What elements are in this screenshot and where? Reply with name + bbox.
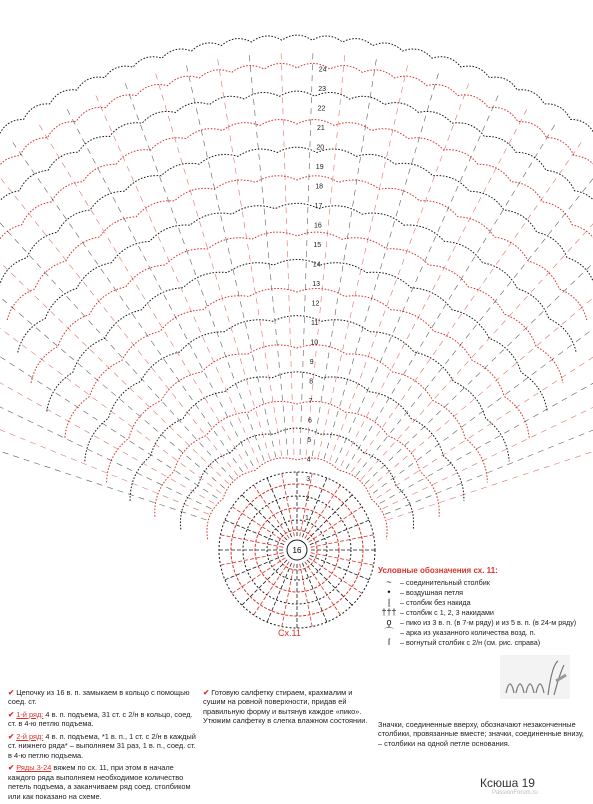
chart-rings [0, 35, 593, 628]
stitch-column [309, 558, 364, 595]
stitch-column [346, 122, 556, 468]
arch-row [0, 120, 593, 251]
row-number: 10 [310, 339, 319, 347]
legend-note-text: Значки, соединенные вверху, обозначают незаконченные столбики, провязанные вместе; значки, соединенные внизу, – столбики на одной петле основания. [378, 720, 584, 748]
legend-item [378, 608, 590, 617]
stitch-column [324, 71, 439, 459]
stitch-column [0, 277, 217, 498]
stitch-column [281, 50, 294, 455]
legend [378, 566, 590, 648]
check-icon: ✔ [203, 688, 210, 697]
stitch-column [302, 476, 327, 537]
legend-item-text: – воздушная петля [400, 588, 464, 597]
stitch-column [305, 484, 342, 539]
stitch-column [95, 93, 259, 463]
row-number: 8 [309, 378, 314, 386]
legend-item-text: – столбик с 1, 2, 3 накидами [400, 608, 494, 617]
row-number: 15 [313, 242, 322, 249]
arch-row [31, 232, 563, 383]
check-icon: ✔ [8, 763, 15, 773]
legend-title: Условные обозначения сх. 11: [378, 566, 498, 575]
stitch-column [219, 534, 284, 547]
stitch-column [0, 180, 233, 480]
row-number: 22 [317, 105, 326, 113]
stitch-column [38, 122, 248, 468]
arch-row [65, 288, 529, 437]
row-number: 2 [305, 495, 310, 503]
legend-item [378, 598, 590, 607]
stitch-column [300, 564, 313, 629]
stitch-column [266, 563, 291, 624]
row-number: 17 [314, 203, 323, 210]
stitch-column [266, 476, 291, 537]
row1-label: 1-й ряд: [16, 709, 44, 719]
intro-text: Цепочку из 16 в. п. замыкаем в кольцо с помощью соед. ст. [8, 688, 190, 707]
arch-row [0, 63, 593, 175]
stitch-column [311, 534, 376, 547]
stitch-column [305, 562, 342, 617]
stitch-column [361, 180, 593, 480]
stitch-column [309, 506, 364, 543]
stitch-column [335, 93, 499, 463]
row-number: 4 [306, 456, 311, 464]
check-icon: ✔ [8, 688, 15, 697]
check-icon: ✔ [8, 731, 15, 741]
row-number: 16 [314, 222, 322, 230]
watermark: PassionForum.ru [492, 790, 538, 796]
stitch-column [0, 159, 238, 476]
stitch-column [186, 63, 276, 458]
row-number: 24 [318, 66, 327, 74]
row1-paragraph [8, 710, 198, 729]
stitch-column [249, 52, 288, 455]
arch-row [107, 345, 488, 483]
row-number: 11 [311, 320, 319, 327]
legend-item-text: – соединительный столбик [400, 578, 490, 587]
stitch-column [311, 553, 376, 566]
stitch-column [310, 519, 371, 544]
row-number: 6 [308, 417, 312, 425]
row-number: 5 [307, 437, 312, 444]
check-icon: ✔ [8, 709, 15, 719]
row-number: 14 [312, 261, 321, 269]
arch-row [0, 144, 593, 286]
stitch-column [356, 159, 593, 476]
legend-item-text: – пико из 3 в. п. (в 7-м ряду) и из 5 в. п. (в 24-м ряду) [400, 618, 577, 627]
row2-paragraph [8, 732, 198, 760]
legend-item [378, 638, 590, 647]
arch-icon: ⌒ [384, 627, 394, 637]
stitch-column [217, 56, 282, 456]
legend-note [378, 720, 586, 751]
row-number-labels [305, 67, 327, 523]
double-crochet-icon: ††† [381, 607, 397, 617]
stitch-column [281, 564, 294, 629]
rows-label: Ряды 3-24 [16, 763, 52, 773]
arch-row [0, 35, 593, 136]
stitch-column [330, 81, 470, 461]
legend-item [378, 588, 590, 597]
stitch-column [231, 506, 286, 543]
stitch-column [341, 107, 528, 466]
chain-icon: • [387, 587, 391, 597]
stitch-column [66, 107, 253, 466]
row-number: 20 [316, 144, 325, 152]
row-number: 13 [312, 281, 320, 288]
arch-row [18, 203, 576, 352]
stitch-column [219, 553, 284, 566]
arch-row [7, 176, 587, 320]
rows-paragraph [8, 763, 198, 801]
row-number: 3 [306, 476, 311, 483]
rows-text: вяжем по сх. 11, при этом в начале каждого ряда выполняем необходимое количество петель подъема, а заканчиваем ряд соед. столбиком или как показано на схеме. [8, 763, 191, 801]
legend-item-text: – арка из указанного количества возд. п. [400, 628, 536, 637]
legend-item [378, 628, 590, 637]
legend-item-text: – столбик без накида [400, 598, 471, 607]
stitch-column [253, 562, 290, 617]
intro-paragraph [8, 688, 198, 707]
stitch-column [302, 563, 327, 624]
stitch-column [309, 56, 377, 456]
stitch-column [223, 555, 284, 580]
stitch-column [0, 226, 225, 489]
row-number: 19 [315, 164, 324, 171]
slip-stitch-icon: ~ [386, 577, 392, 587]
stitch-column [306, 52, 345, 455]
legend-item [378, 618, 590, 627]
legend-item-text: – вогнутый столбик с 2/н (см. рис. справа) [400, 638, 541, 647]
row-number: 12 [311, 300, 320, 308]
stitch-column [253, 484, 290, 539]
legend-list [378, 578, 590, 647]
stitch-column [385, 362, 593, 514]
row-number: 18 [315, 183, 323, 191]
stitch-column [377, 277, 593, 498]
single-crochet-icon: | [387, 597, 391, 607]
stitch-column [310, 555, 371, 580]
row1-text: 4 в. п. подъема, 31 ст. с 2/н в кольцо, соед. ст. в 4-ю петлю подъема. [8, 709, 193, 729]
stitch-column [300, 50, 313, 455]
stitch-column [223, 519, 284, 544]
magazine-footer: Ксюша 19 [480, 776, 535, 790]
instructions-column-2 [203, 688, 371, 729]
row-number: 23 [318, 86, 326, 93]
row2-label: 2-й ряд: [16, 731, 44, 741]
stitch-column [0, 362, 209, 514]
stitch-column [124, 81, 264, 461]
row-number: 1 [305, 515, 309, 522]
arch-row [47, 260, 547, 412]
curved-stitch-icon: ſ [388, 637, 390, 647]
row-number: 9 [309, 359, 314, 366]
stitch-sample-illustration [500, 655, 570, 699]
stitch-column [281, 472, 294, 537]
center-label: 16 [292, 546, 302, 555]
stitch-column [231, 558, 286, 595]
row-number: 21 [317, 125, 325, 132]
stitch-column [369, 226, 593, 489]
picot-icon: ϙ [386, 617, 392, 627]
chart-caption: Сх.11 [278, 628, 301, 638]
finish-paragraph [203, 688, 371, 726]
stitch-column [0, 305, 214, 504]
row-number: 7 [308, 398, 313, 405]
row2-text: 4 в. п. подъема, *1 в. п., 1 ст. с 2/н в каждый ст. нижнего ряда* – выполняем 31 раз, 1 в. п., соед. ст. в 4-ю петлю подъема. [8, 731, 196, 760]
legend-item [378, 578, 590, 587]
instructions-column-1 [8, 688, 198, 804]
finish-text: Готовую салфетку стираем, крахмалим и сушим на ровной поверхности, придав ей правильную форму и вытянув каждое «пико». Утюжим салфетку в слегка влажном состоянии. [203, 688, 368, 726]
